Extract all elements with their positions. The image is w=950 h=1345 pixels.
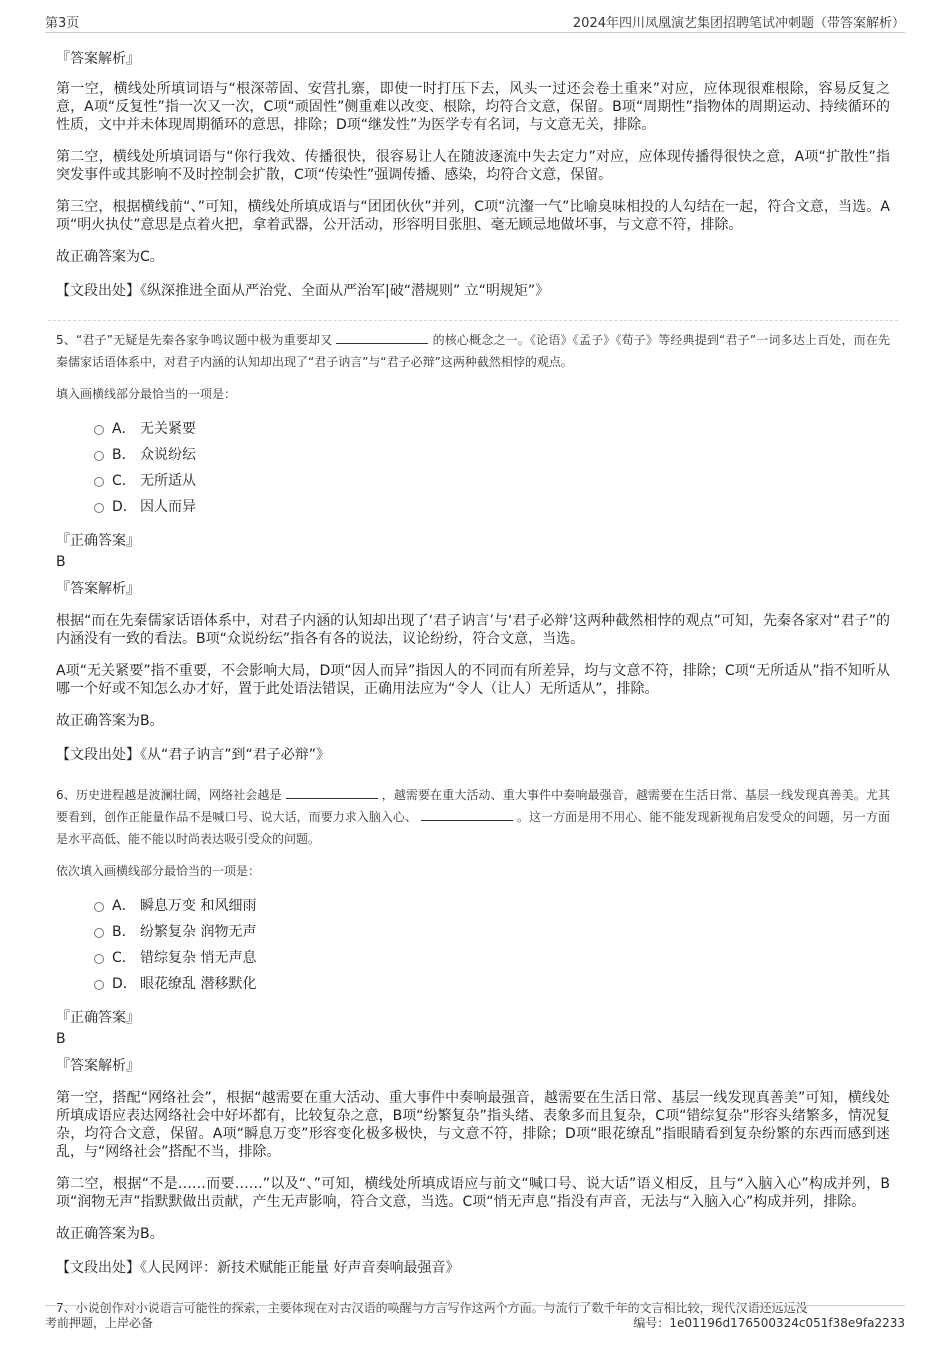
correct-answer-label: 『正确答案』 [56,1010,140,1026]
source-citation: 【文段出处】《从“君子讷言”到“君子必辩”》 [56,747,331,763]
analysis-paragraph: 第三空，根据横线前“、”可知，横线处所填成语与“团团伙伙”并列，C项“沆瀣一气”比喻臭味相投的人勾结在一起，符合文意，当选。A项“明火执仗”意思是点着火把，拿着武器，公开活动，形容明目张胆、毫无顾忌地做坏事，与文意不符，排除。 [56,199,890,233]
option-a[interactable]: A． 无关紧要 [94,416,890,442]
analysis-paragraph: 第二空，根据“不是……而要……”以及“、”可知，横线处所填成语应与前文“喊口号、说大话”语义相反，且与“入脑入心”构成并列，B项“润物无声”指默默做出贡献，产生无声影响，符合文意，当选。C项“悄无声息”指没有声音，无法与“入脑入心”构成并列，排除。 [56,1176,890,1210]
option-a[interactable]: A． 瞬息万变 和风细雨 [94,893,890,919]
analysis-paragraph: A项“无关紧要”指不重要，不会影响大局，D项“因人而异”指因人的不同而有所差异，均与文意不符，排除；C项“无所适从”指不知听从哪一个好或不知怎么办才好，置于此处语法错误，正确用法应为“令人（让人）无所适从”，排除。 [56,663,890,697]
correct-answer-label: 『正确答案』 [56,533,140,549]
option-c[interactable]: C． 无所适从 [94,468,890,494]
question-6-options [94,893,890,997]
radio-icon[interactable] [94,451,104,461]
analysis-conclusion: 故正确答案为C。 [56,249,164,265]
fill-blank [286,786,378,799]
question-6-stem: 6、历史进程越是波澜壮阔，网络社会越是 ，越需要在重大活动、重大事件中奏响最强音，越需要在生活日常、基层一线发现真善美。尤其要看到，创作正能量作品不是喊口号、说大话，而要力求入脑入心、 。这一方面是用不用心、能不能发现新视角启发受众的问题，另一方面是水平高低、能不能以时尚表达吸引受众的问题。 [56,788,890,846]
option-b[interactable]: B． 众说纷纭 [94,442,890,468]
fill-blank [336,331,428,344]
question-prompt: 填入画横线部分最恰当的一项是： [56,387,237,401]
divider [48,320,898,321]
radio-icon[interactable] [94,425,104,435]
source-citation: 【文段出处】《纵深推进全面从严治党、全面从严治军|破“潜规则” 立“明规矩”》 [56,283,550,299]
page-footer [45,1305,905,1336]
fill-blank [421,808,513,821]
radio-icon[interactable] [94,902,104,912]
radio-icon[interactable] [94,503,104,513]
analysis-label: 『答案解析』 [56,51,140,67]
radio-icon[interactable] [94,980,104,990]
question-prompt: 依次填入画横线部分最恰当的一项是： [56,864,261,878]
correct-answer: B [56,554,66,570]
option-d[interactable]: D． 因人而异 [94,494,890,520]
analysis-paragraph: 根据“而在先秦儒家话语体系中，对君子内涵的认知却出现了‘君子讷言’与‘君子必辩’这两种截然相悖的观点”可知，先秦各家对“君子”的内涵没有一致的看法。B项“众说纷纭”指各有各的说法，议论纷纷，符合文意，当选。 [56,613,890,647]
page-content [56,44,891,1315]
question-5-options [94,416,890,520]
analysis-paragraph: 第二空，横线处所填词语与“你行我效、传播很快，很容易让人在随波逐流中失去定力”对应，应体现传播得很快之意，A项“扩散性”指突发事件或其影响不及时控制会扩散，C项“传染性”强调传播、感染，均符合文意，保留。 [56,149,890,183]
page-header [45,10,905,33]
radio-icon[interactable] [94,928,104,938]
page-number: 第3页 [45,16,80,31]
option-d[interactable]: D． 眼花缭乱 潜移默化 [94,971,890,997]
analysis-paragraph: 第一空，横线处所填词语与“根深蒂固、安营扎寨，即使一时打压下去，风头一过还会卷土重来”对应，应体现很难根除，容易反复之意，A项“反复性”指一次又一次，C项“顽固性”侧重难以改变、根除，均符合文意，保留。B项“周期性”指物体的周期运动、持续循环的性质，文中并未体现周期循环的意思，排除；D项“继发性”为医学专有名词，与文意无关，排除。 [56,81,890,133]
question-7-stem: 7、小说创作对小说语言可能性的探索，主要体现在对古汉语的唤醒与方言写作这两个方面。与流行了数千年的文言相比较，现代汉语还远远没 [56,1301,808,1315]
document-code: 编号：1e01196d176500324c051f38e9fa2233 [633,1316,905,1330]
option-c[interactable]: C． 错综复杂 悄无声息 [94,945,890,971]
analysis-label: 『答案解析』 [56,1058,140,1074]
document-title: 2024年四川凤凰演艺集团招聘笔试冲刺题（带答案解析） [572,16,905,31]
radio-icon[interactable] [94,477,104,487]
radio-icon[interactable] [94,954,104,964]
analysis-paragraph: 第一空，搭配“网络社会”，根据“越需要在重大活动、重大事件中奏响最强音，越需要在生活日常、基层一线发现真善美”可知，横线处所填成语应表达网络社会中好坏都有，比较复杂之意，B项“纷繁复杂”指头绪、表象多而且复杂，C项“错综复杂”形容头绪繁多，情况复杂，均符合文意，保留。A项“瞬息万变”形容变化极多极快，与文意不符，排除；D项“眼花缭乱”指眼睛看到复杂纷繁的东西而感到迷乱，与“网络社会”搭配不当，排除。 [56,1090,890,1160]
analysis-conclusion: 故正确答案为B。 [56,713,164,729]
option-b[interactable]: B． 纷繁复杂 润物无声 [94,919,890,945]
source-citation: 【文段出处】《人民网评：新技术赋能正能量 好声音奏响最强音》 [56,1260,460,1276]
analysis-label: 『答案解析』 [56,581,140,597]
correct-answer: B [56,1031,66,1047]
analysis-conclusion: 故正确答案为B。 [56,1226,164,1242]
question-5-stem: 5、“君子”无疑是先秦各家争鸣议题中极为重要却又 的核心概念之一。《论语》《孟子》《荀子》等经典提到“君子”一词多达上百处，而在先秦儒家话语体系中，对君子内涵的认知却出现了“君子讷言”与“君子必辩”这两种截然相悖的观点。 [56,333,891,369]
footer-slogan: 考前押题，上岸必备 [45,1316,154,1330]
